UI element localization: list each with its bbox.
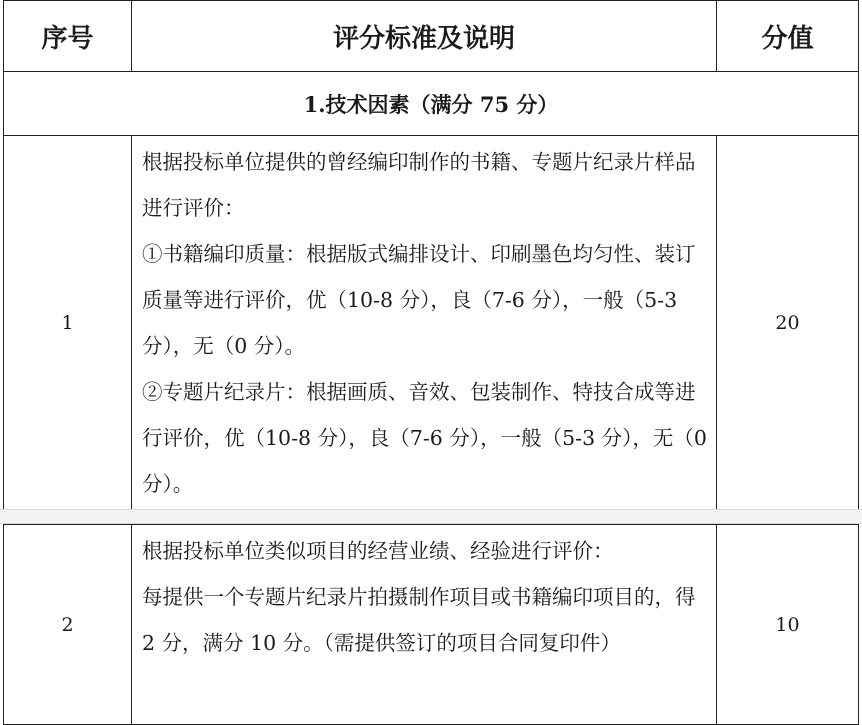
row-number: 2 (4, 525, 132, 725)
page-break-separator (0, 509, 862, 524)
description-paragraph: ②专题片纪录片：根据画质、音效、包装制作、特技合成等进行评价，优（10-8 分），良（7-6 分），一般（5-3 分），无（0 分）。 (142, 380, 707, 496)
header-score: 分值 (717, 1, 859, 72)
header-serial-number: 序号 (4, 1, 132, 72)
section-title: 1.技术因素（满分 75 分） (4, 72, 859, 136)
table-row (4, 525, 859, 725)
description-paragraph: ①书籍编印质量：根据版式编排设计、印刷墨色均匀性、装订质量等进行评价，优（10-8 分），良（7-6 分），一般（5-3 分），无（0 分）。 (142, 242, 696, 358)
section-row (4, 72, 859, 136)
scoring-table-top (3, 0, 859, 511)
row-description (132, 136, 717, 511)
scoring-table-continued (3, 524, 859, 725)
row-description (132, 525, 717, 725)
description-paragraph: 每提供一个专题片纪录片拍摄制作项目或书籍编印项目的，得 2 分，满分 10 分。（需提供签订的项目合同复印件） (142, 585, 696, 655)
table-row (4, 136, 859, 511)
description-paragraph: 根据投标单位类似项目的经营业绩、经验进行评价： (142, 539, 614, 563)
description-paragraph: 根据投标单位提供的曾经编印制作的书籍、专题片纪录片样品进行评价： (142, 150, 696, 220)
table-header-row (4, 1, 859, 72)
header-criteria: 评分标准及说明 (132, 1, 717, 72)
row-number: 1 (4, 136, 132, 511)
row-score: 20 (717, 136, 859, 511)
row-score: 10 (717, 525, 859, 725)
